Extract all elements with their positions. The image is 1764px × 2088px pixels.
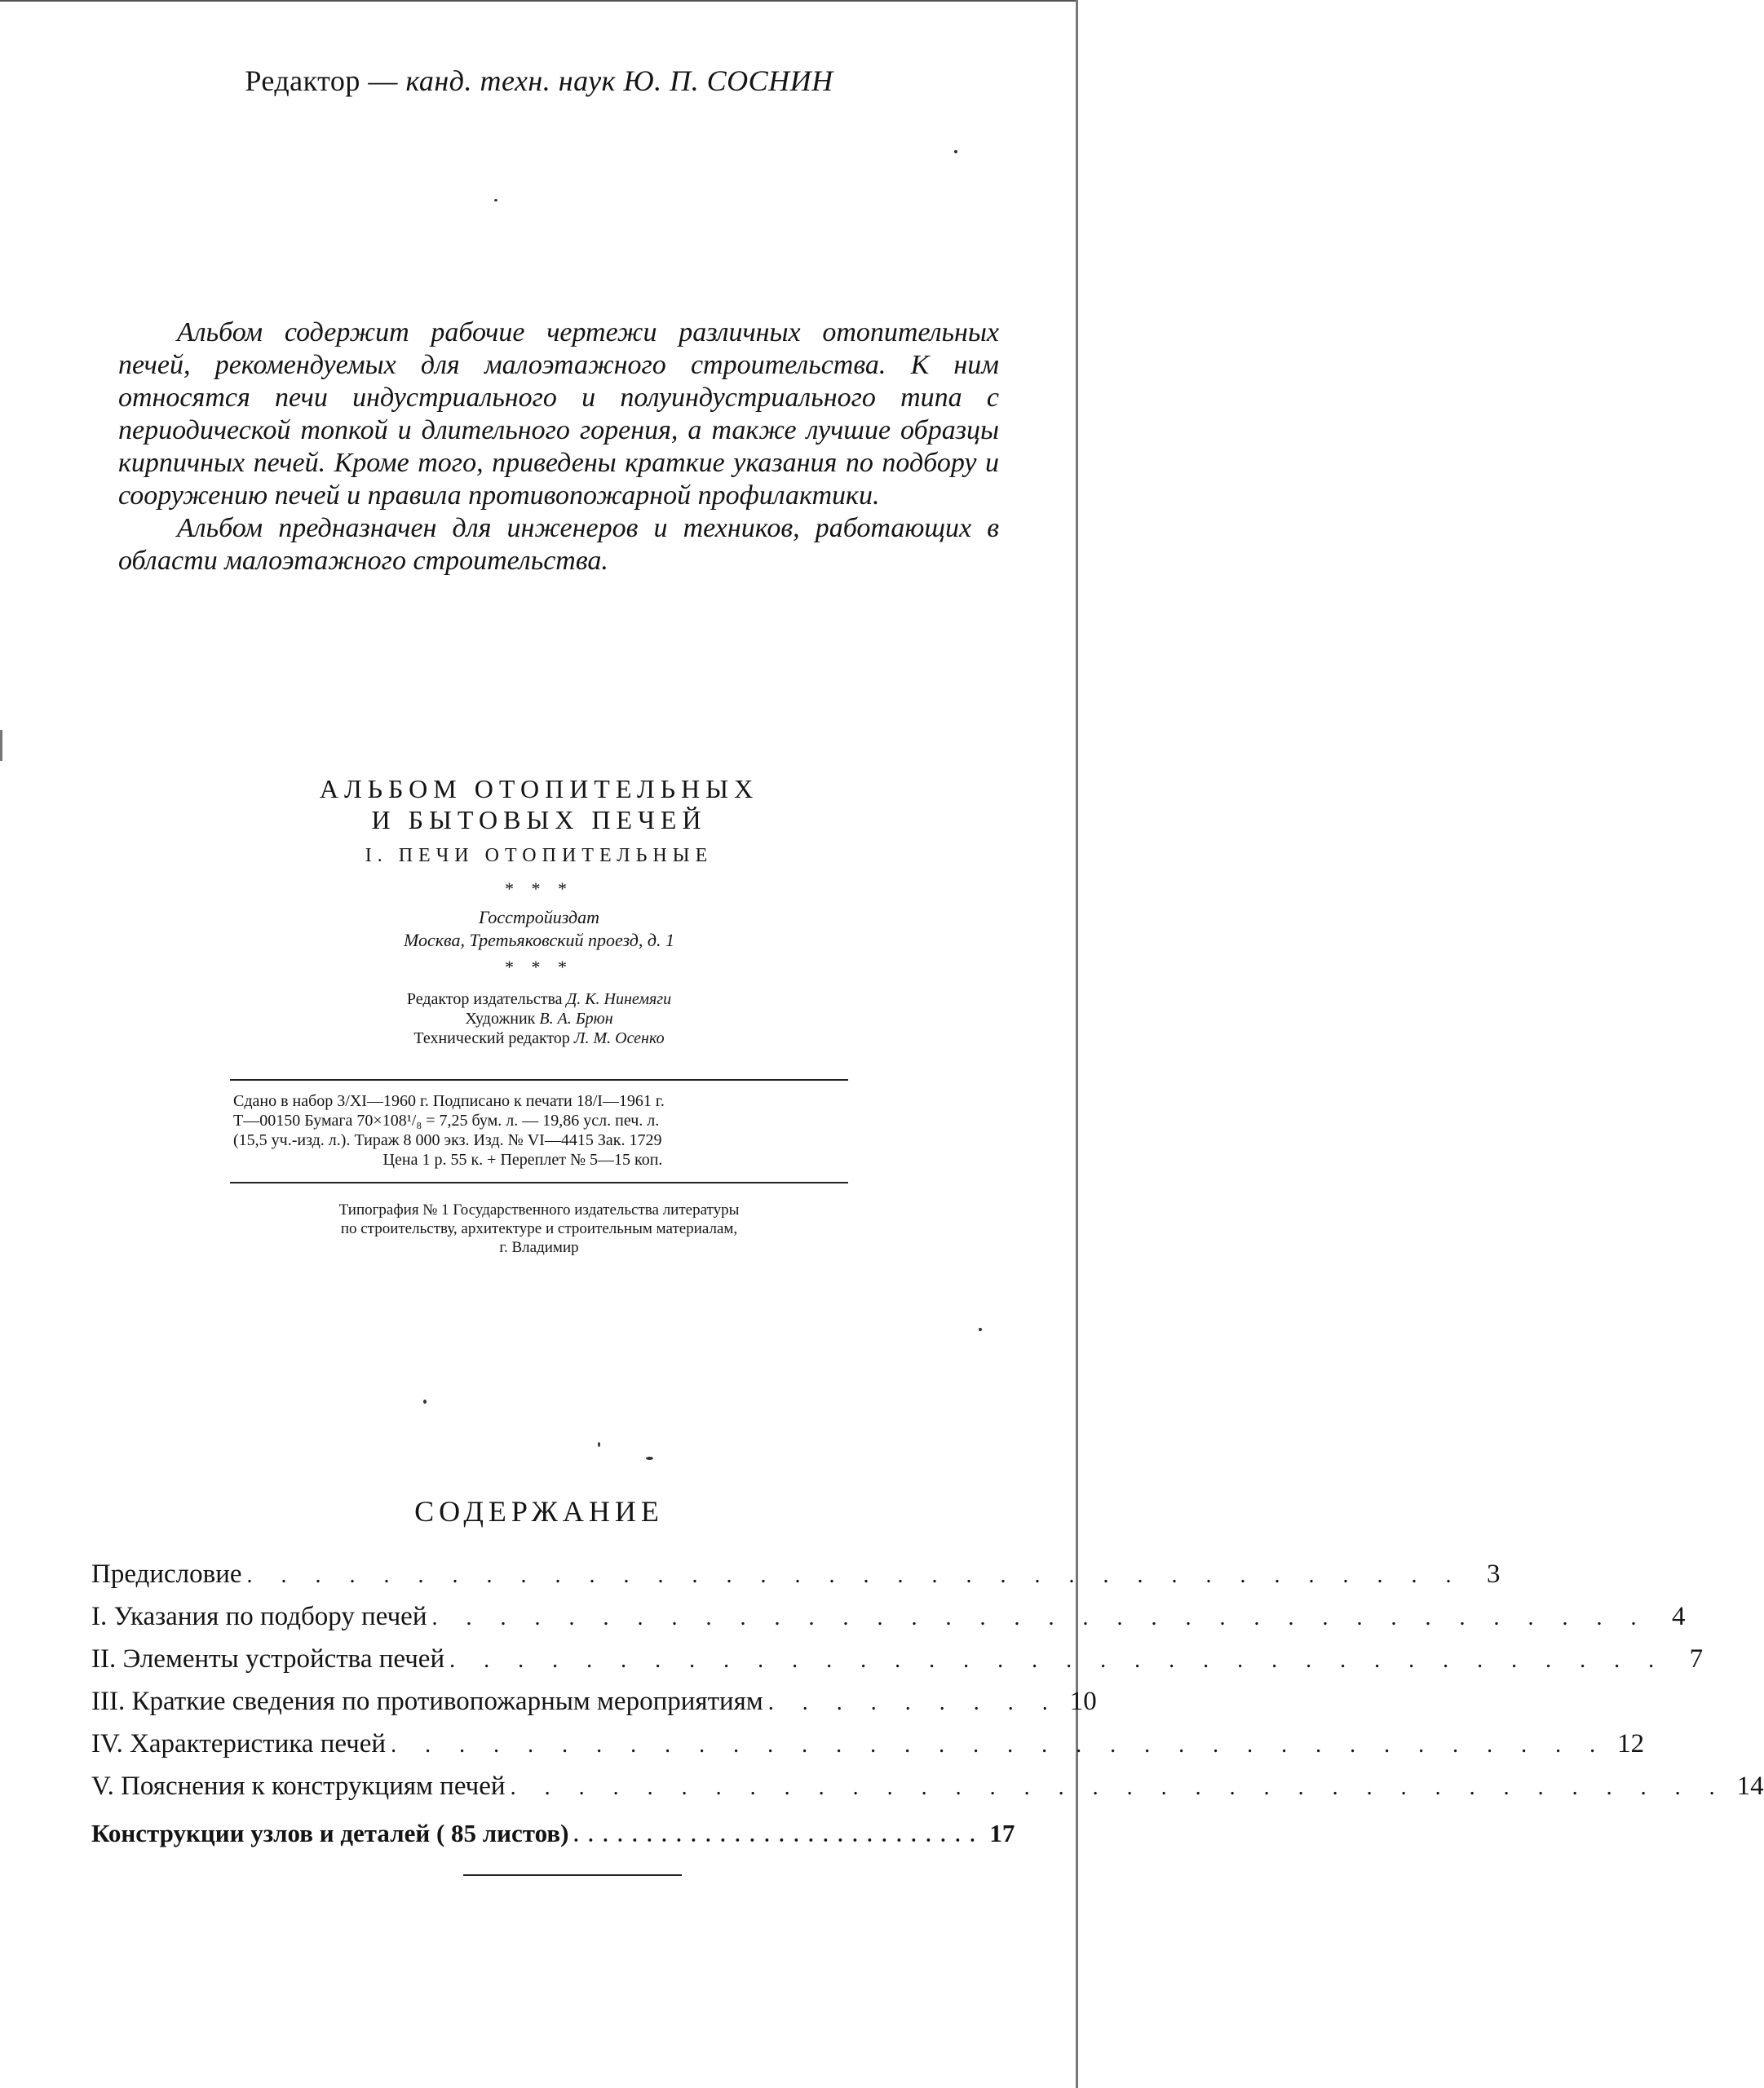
- printer-line: Типография № 1 Государственного издательства литературы: [338, 1201, 740, 1219]
- printer-line: по строительству, архитектуре и строительным материалам,: [340, 1220, 738, 1237]
- toc-entry-number: I.: [91, 1602, 108, 1631]
- abstract: [118, 316, 999, 577]
- toc-leader-dots: . . . . . . . . . . . . . . . . . . . . . . . . . . . . . . . . . . . .: [431, 1605, 1648, 1630]
- toc-entry-label: Конструкции узлов и деталей ( 85 листов): [91, 1819, 569, 1847]
- toc-entry: [91, 1644, 1704, 1687]
- album-title: [0, 773, 1078, 835]
- print-speck: [598, 1442, 600, 1447]
- imprint-line: Цена 1 р. 55 к. + Переплет № 5—15 коп.: [382, 1151, 663, 1169]
- page-top-edge: [0, 0, 1078, 2]
- imprint-line: (15,5 уч.-изд. л.). Тираж 8 000 экз. Изд. № VI—4415 Зак. 1729: [233, 1131, 662, 1149]
- toc-entry-page: 17: [989, 1819, 1015, 1847]
- credit-line: [0, 1029, 1078, 1048]
- page-left-mark: [0, 730, 2, 761]
- publisher-info: [0, 906, 1078, 952]
- toc-entry: [91, 1819, 1013, 1861]
- toc-entry-page: 10: [1069, 1687, 1097, 1716]
- editor-prefix: Редактор —: [245, 64, 406, 97]
- toc-title: СОДЕРЖАНИЕ: [414, 1495, 664, 1528]
- toc-entry-page: 4: [1671, 1602, 1686, 1631]
- print-speck: [954, 150, 957, 153]
- toc-entry-page: 12: [1617, 1729, 1645, 1758]
- editor-name: Ю. П. СОСНИН: [623, 64, 833, 97]
- toc-entry-label: Предисловие: [91, 1559, 242, 1589]
- toc-entry: [91, 1729, 1645, 1772]
- toc-leader-dots: . . . . . . . . . . . . . . . . . . . . . . . . . . . . . . . . . . . .: [449, 1648, 1666, 1673]
- toc-leader-dots: . . . . . . . . . . . . . . . . . . . . . . . . . . . . . . . . . . . .: [246, 1563, 1463, 1588]
- editor-credit: [0, 64, 1078, 98]
- toc-entry-label: Элементы устройства печей: [122, 1644, 445, 1674]
- imprint-line: Т—00150 Бумага 70×108¹/₈ = 7,25 бум. л. — 19,86 усл. печ. л.: [233, 1112, 660, 1130]
- toc-entry-page: 14: [1736, 1772, 1764, 1801]
- credit-role: Художник: [465, 1010, 536, 1028]
- toc-entry-label: Характеристика печей: [130, 1729, 387, 1758]
- end-rule: [463, 1874, 682, 1876]
- imprint-line: Сдано в набор 3/XI—1960 г. Подписано к печати 18/I—1961 г.: [233, 1092, 665, 1110]
- print-speck: [646, 1457, 653, 1460]
- printer-info: [230, 1201, 848, 1257]
- toc-entry: [91, 1559, 1501, 1602]
- album-title-line: И БЫТОВЫХ ПЕЧЕЙ: [371, 805, 707, 834]
- publisher-name: Госстройиздат: [478, 907, 600, 927]
- publisher-address: Москва, Третьяковский проезд, д. 1: [403, 930, 675, 950]
- toc-entry-page: 3: [1487, 1559, 1501, 1589]
- volume-subtitle: I. ПЕЧИ ОТОПИТЕЛЬНЫЕ: [365, 845, 714, 866]
- toc-entry: [91, 1772, 1764, 1814]
- credit-name: В. А. Брюн: [539, 1010, 613, 1028]
- print-speck: [423, 1400, 427, 1404]
- toc-entry-page: 7: [1689, 1644, 1704, 1674]
- toc-entry-number: II.: [91, 1644, 117, 1674]
- credit-role: Технический редактор: [413, 1029, 570, 1047]
- print-speck: [979, 1328, 982, 1331]
- credit-line: [0, 1009, 1078, 1029]
- printer-line: г. Владимир: [499, 1239, 579, 1256]
- abstract-paragraph: Альбом предназначен для инженеров и техников, работающих в области малоэтажного строительства.: [118, 513, 999, 576]
- toc-entry: [91, 1687, 1097, 1729]
- credit-role: Редактор издательства: [406, 990, 563, 1008]
- abstract-paragraph: Альбом содержит рабочие чертежи различных отопительных печей, рекомендуемых для малоэтажного строительства. К ним относятся печи индустриального и полуиндустриального типа с периодической топкой и длительного горения, а также лучшие образцы кирпичных печей. Кроме того, приведены краткие указания по подбору и сооружению печей и правила противопожарной профилактики.: [118, 317, 999, 511]
- toc-entry-label: Пояснения к конструкциям печей: [121, 1772, 506, 1801]
- toc-entry-number: V.: [91, 1772, 114, 1801]
- toc-leader-dots: . . . . . . . . .: [767, 1690, 1059, 1715]
- print-speck: [494, 199, 497, 201]
- toc-entry: [91, 1602, 1686, 1644]
- title-block: [0, 773, 1078, 1048]
- toc-entry-label: Краткие сведения по противопожарным мероприятиям: [131, 1687, 763, 1716]
- separator-stars: * * *: [505, 878, 573, 899]
- album-title-line: АЛЬБОМ ОТОПИТЕЛЬНЫХ: [319, 774, 759, 803]
- toc-leader-dots: . . . . . . . . . . . . . . . . . . . . . . . . . . . .: [573, 1825, 978, 1847]
- credit-name: Д. К. Нинемяги: [566, 990, 672, 1008]
- separator-stars: * * *: [505, 957, 573, 977]
- credit-line: [0, 989, 1078, 1009]
- toc-leader-dots: . . . . . . . . . . . . . . . . . . . . . . . . . . . . . . . . . . . .: [510, 1775, 1726, 1800]
- editor-role: канд. техн. наук: [405, 64, 616, 97]
- toc-entry-number: IV.: [91, 1729, 123, 1758]
- staff-credits: [0, 989, 1078, 1048]
- divider-rule: [230, 1182, 848, 1183]
- toc-entry-number: III.: [91, 1687, 126, 1716]
- toc-entry-label: Указания по подбору печей: [113, 1602, 427, 1631]
- divider-rule: [230, 1079, 848, 1081]
- table-of-contents: [91, 1559, 1764, 1861]
- toc-leader-dots: . . . . . . . . . . . . . . . . . . . . . . . . . . . . . . . . . . . .: [391, 1732, 1607, 1758]
- credit-name: Л. М. Осенко: [573, 1029, 665, 1047]
- imprint-block: [233, 1091, 869, 1170]
